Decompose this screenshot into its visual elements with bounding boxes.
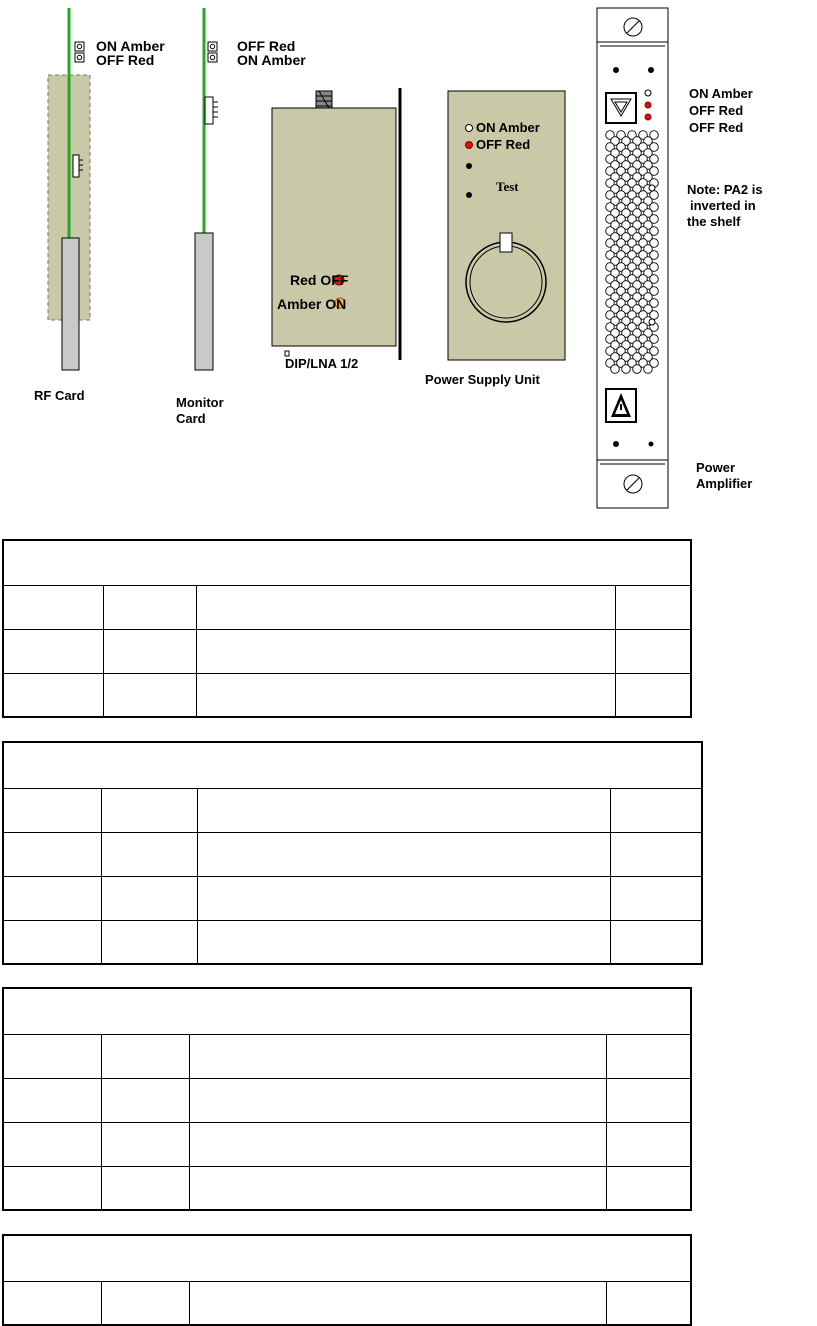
monitor-card (195, 8, 218, 370)
table-row (3, 1034, 691, 1078)
table-row (3, 585, 691, 629)
table-row (3, 1166, 691, 1210)
pa-note-line3: the shelf (687, 214, 741, 229)
pa-led-red-2 (645, 114, 651, 120)
dip-lna-label: DIP/LNA 1/2 (285, 356, 359, 371)
table-row (3, 920, 702, 964)
monitor-led-top-label: OFF Red (237, 38, 296, 54)
table-row (3, 1122, 691, 1166)
table-2-header (3, 742, 702, 788)
psu-label: Power Supply Unit (425, 372, 540, 387)
table-4-header (3, 1235, 691, 1281)
vent-hole (611, 365, 620, 374)
pa-vent-holes (606, 131, 659, 374)
monitor-led-red (208, 42, 217, 51)
monitor-led-amber (208, 53, 217, 62)
table-1-header (3, 540, 691, 585)
rf-card-label: RF Card (34, 388, 85, 403)
pa-label-1: Power (696, 460, 736, 475)
rf-led-amber (75, 42, 84, 51)
pa-led1-label: ON Amber (689, 86, 753, 101)
table-row (3, 788, 702, 832)
table-row (3, 1281, 691, 1325)
rf-card (48, 8, 90, 370)
psu-amber-led (466, 125, 473, 132)
table-4 (2, 1234, 692, 1326)
pa-note-line1: Note: PA2 is (687, 182, 763, 197)
dip-lna-module (272, 88, 400, 360)
psu-led-amber-label: ON Amber (476, 120, 540, 135)
table-3 (2, 987, 692, 1211)
dip-amber-label: Amber ON (277, 296, 347, 312)
power-amplifier (597, 8, 668, 508)
psu-red-led (466, 142, 473, 149)
table-row (3, 832, 702, 876)
psu-test-label: Test (496, 179, 519, 194)
equipment-diagram (0, 0, 817, 520)
pa-note-line2: inverted in (690, 198, 756, 213)
pa-led-amber (645, 90, 651, 96)
monitor-led-bottom-label: ON Amber (237, 52, 306, 68)
vent-hole (633, 365, 642, 374)
table-2 (2, 741, 703, 965)
rf-led-top-label: ON Amber (96, 38, 165, 54)
table-row (3, 673, 691, 717)
pa-led3-label: OFF Red (689, 120, 744, 135)
table-1 (2, 539, 692, 718)
table-row (3, 629, 691, 673)
table-row (3, 1078, 691, 1122)
monitor-card-label-2: Card (176, 411, 206, 426)
vent-hole (644, 365, 653, 374)
table-row (3, 876, 702, 920)
rf-led-bottom-label: OFF Red (96, 52, 155, 68)
psu-led-red-label: OFF Red (476, 137, 531, 152)
table-3-header (3, 988, 691, 1034)
pa-led-red-1 (645, 102, 651, 108)
vent-hole (622, 365, 631, 374)
monitor-card-label-1: Monitor (176, 395, 224, 410)
dip-red-label: Red OFF (290, 272, 349, 288)
pa-led2-label: OFF Red (689, 103, 744, 118)
rf-led-red (75, 53, 84, 62)
pa-label-2: Amplifier (696, 476, 753, 491)
